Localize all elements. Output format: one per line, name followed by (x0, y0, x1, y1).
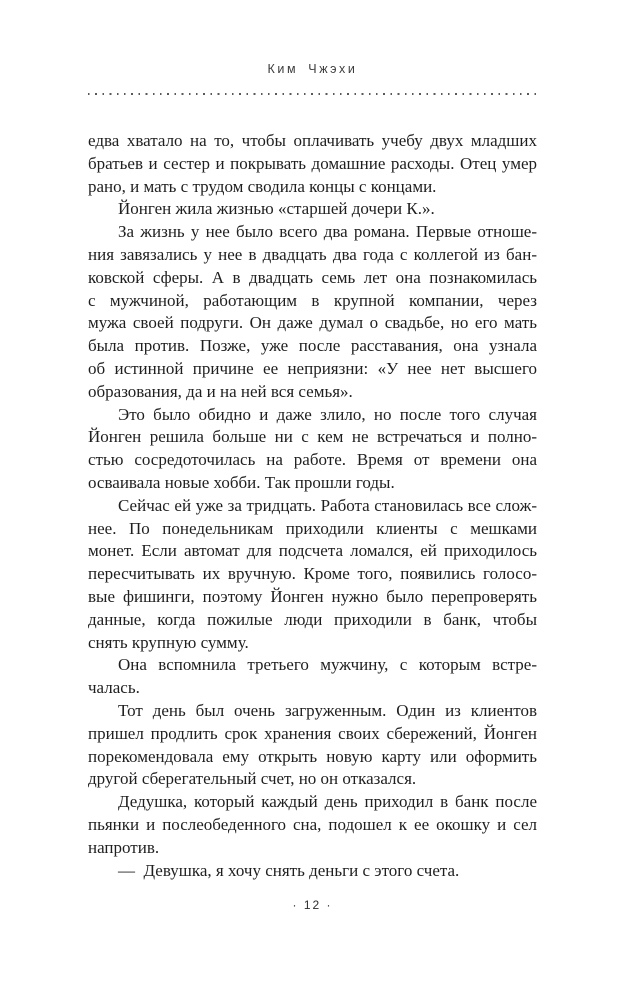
text-line: была против. Позже, уже после расставания, она узнала (88, 336, 537, 356)
text-line: чалась. (88, 678, 140, 698)
text-line: Дедушка, который каждый день приходил в банк после (118, 792, 537, 812)
text-line: Тот день был очень загруженным. Один из клиентов (118, 700, 537, 720)
text-line: Она вспомнила третьего мужчину, с которым встре- (118, 655, 537, 675)
text-line: порекомендовала ему открыть новую карту или оформить (88, 746, 537, 766)
paragraph (88, 654, 537, 700)
text-line: — Девушка, я хочу снять деньги с этого счета. (118, 860, 460, 880)
running-head-author: Ким Чжэхи (267, 62, 358, 76)
text-line: с мужчиной, работающим в крупной компании, через (88, 290, 537, 310)
text-line: Йонген жила жизнью «старшей дочери К.». (118, 199, 435, 219)
text-line: Это было обидно и даже злило, но после того случая (118, 404, 537, 424)
paragraph (88, 495, 537, 655)
text-line: снять крупную сумму. (88, 632, 249, 652)
text-line: напротив. (88, 837, 160, 857)
page-text (88, 130, 537, 882)
text-line: Сейчас ей уже за тридцать. Работа становилась все слож- (118, 495, 537, 515)
text-line: пьянки и послеобеденного сна, подошел к ее окошку и сел (88, 814, 537, 834)
text-line: едва хватало на то, чтобы оплачивать учебу двух младших (88, 131, 537, 150)
paragraph (88, 221, 537, 403)
text-line: другой сберегательный счет, но он отказался. (88, 769, 417, 789)
text-line: об истинной причине ее неприязни: «У нее нет высшего (88, 358, 537, 378)
page-number: · 12 · (292, 898, 333, 912)
paragraph (88, 860, 537, 883)
text-line: пришел продлить срок хранения своих сбережений, Йонген (88, 723, 537, 743)
text-line: осваивала новые хобби. Так прошли годы. (88, 472, 395, 492)
paragraph (88, 404, 537, 495)
text-line: монет. Если автомат для подсчета ломался, ей приходилось (88, 541, 537, 561)
text-line: образования, да и на ней вся семья». (88, 381, 353, 401)
text-line: ния завязались у нее в двадцать два года с коллегой из бан- (88, 244, 537, 264)
text-line: стью сосредоточилась на работе. Время от времени она (88, 450, 537, 470)
text-line: братьев и сестер и покрывать домашние расходы. Отец умер (88, 153, 537, 173)
text-line: Йонген решила больше ни с кем не встречаться и полно- (88, 427, 537, 447)
text-line: рано, и мать с трудом сводила концы с концами. (88, 176, 437, 196)
text-line: пересчитывать их вручную. Кроме того, появились голосо- (88, 564, 537, 584)
paragraph (88, 198, 537, 221)
text-line: За жизнь у нее было всего два романа. Первые отноше- (118, 222, 537, 242)
text-line: мужа своей подруги. Он даже думал о свадьбе, но его мать (88, 313, 537, 333)
paragraph (88, 130, 537, 198)
text-line: нее. По понедельникам приходили клиенты с мешками (88, 518, 537, 538)
text-line: ковской сферы. А в двадцать семь лет она познакомилась (88, 267, 537, 287)
text-line: данные, когда пожилые люди приходили в банк, чтобы (88, 609, 537, 629)
paragraph (88, 791, 537, 859)
header-dotted-rule (88, 93, 538, 95)
paragraph (88, 700, 537, 791)
text-line: вые фишинги, поэтому Йонген нужно было перепроверять (88, 586, 537, 606)
